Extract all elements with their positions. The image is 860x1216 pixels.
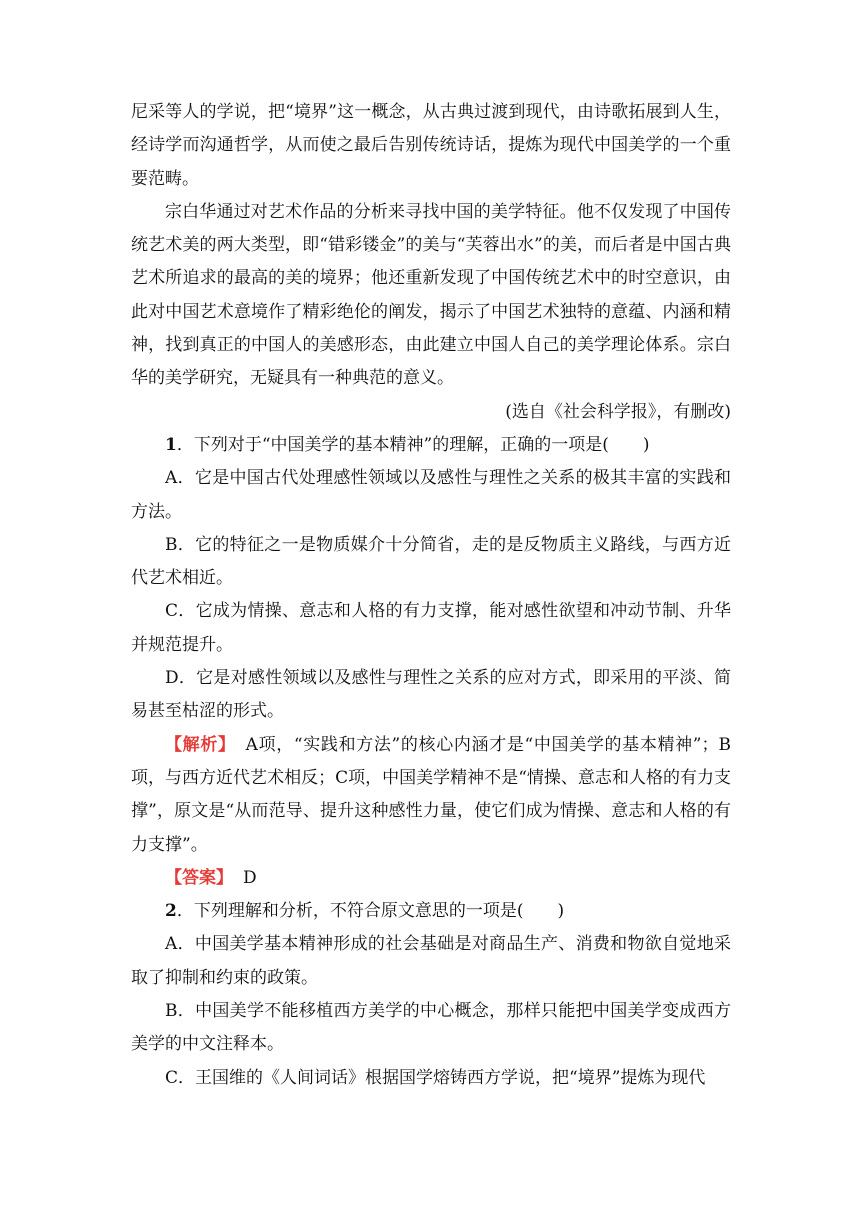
answer-tag: 【答案】 [165,867,233,888]
question-2-text: ．下列理解和分析，不符合原文意思的一项是( ) [176,901,565,922]
document-page [131,96,731,1095]
question-2-number: 2 [165,901,177,922]
question-2-option-a: A．中国美学基本精神形成的社会基础是对商品生产、消费和物欲自觉地采取了抑制和约束的政策。 [131,934,731,988]
question-1-text: ．下列对于“中国美学的基本精神”的理解，正确的一项是( ) [176,434,650,455]
analysis-tag: 【解析】 [165,734,236,755]
question-1-stem [131,429,731,462]
question-1-analysis [131,729,731,862]
question-1-option-a: A．它是中国古代处理感性领域以及感性与理性之关系的极其丰富的实践和方法。 [131,468,731,522]
question-1-option-d: D．它是对感性领域以及感性与理性之关系的应对方式，即采用的平淡、简易甚至枯涩的形式。 [131,668,731,722]
analysis-text: A项，“实践和方法”的核心内涵才是“中国美学的基本精神”；B项，与西方近代艺术相反；C项，中国美学精神不是“情操、意志和人格的有力支撑”，原文是“从而范导、提升这种感性力量，使它们成为情操、意志和人格的有力支撑”。 [131,734,731,855]
question-2-option-c: C．王国维的《人间词话》根据国学熔铸西方学说，把“境界”提炼为现代 [165,1067,706,1088]
passage-source: (选自《社会科学报》，有删改) [505,401,731,422]
question-1-option-c: C．它成为情操、意志和人格的有力支撑，能对感性欲望和冲动节制、升华并规范提升。 [131,601,731,655]
question-2-stem [131,895,731,928]
question-2-option-b: B．中国美学不能移植西方美学的中心概念，那样只能把中国美学变成西方美学的中文注释本。 [131,1001,731,1055]
question-1-answer [131,862,731,895]
passage-paragraph-1: 尼采等人的学说，把“境界”这一概念，从古典过渡到现代，由诗歌拓展到人生，经诗学而沟通哲学，从而使之最后告别传统诗话，提炼为现代中国美学的一个重要范畴。 [131,102,731,189]
question-1-option-b: B．它的特征之一是物质媒介十分简省，走的是反物质主义路线，与西方近代艺术相近。 [131,534,731,589]
passage-paragraph-2: 宗白华通过对艺术作品的分析来寻找中国的美学特征。他不仅发现了中国传统艺术美的两大类型，即“错彩镂金”的美与“芙蓉出水”的美，而后者是中国古典艺术所追求的最高的美的境界；他还重新发现了中国传统艺术中的时空意识，由此对中国艺术意境作了精彩绝伦的阐发，揭示了中国艺术独特的意蕴、内涵和精神，找到真正的中国人的美感形态，由此建立中国人自己的美学理论体系。宗白华的美学研究，无疑具有一种典范的意义。 [131,201,731,389]
question-1-number: 1 [165,434,177,455]
answer-text: D [243,867,257,888]
